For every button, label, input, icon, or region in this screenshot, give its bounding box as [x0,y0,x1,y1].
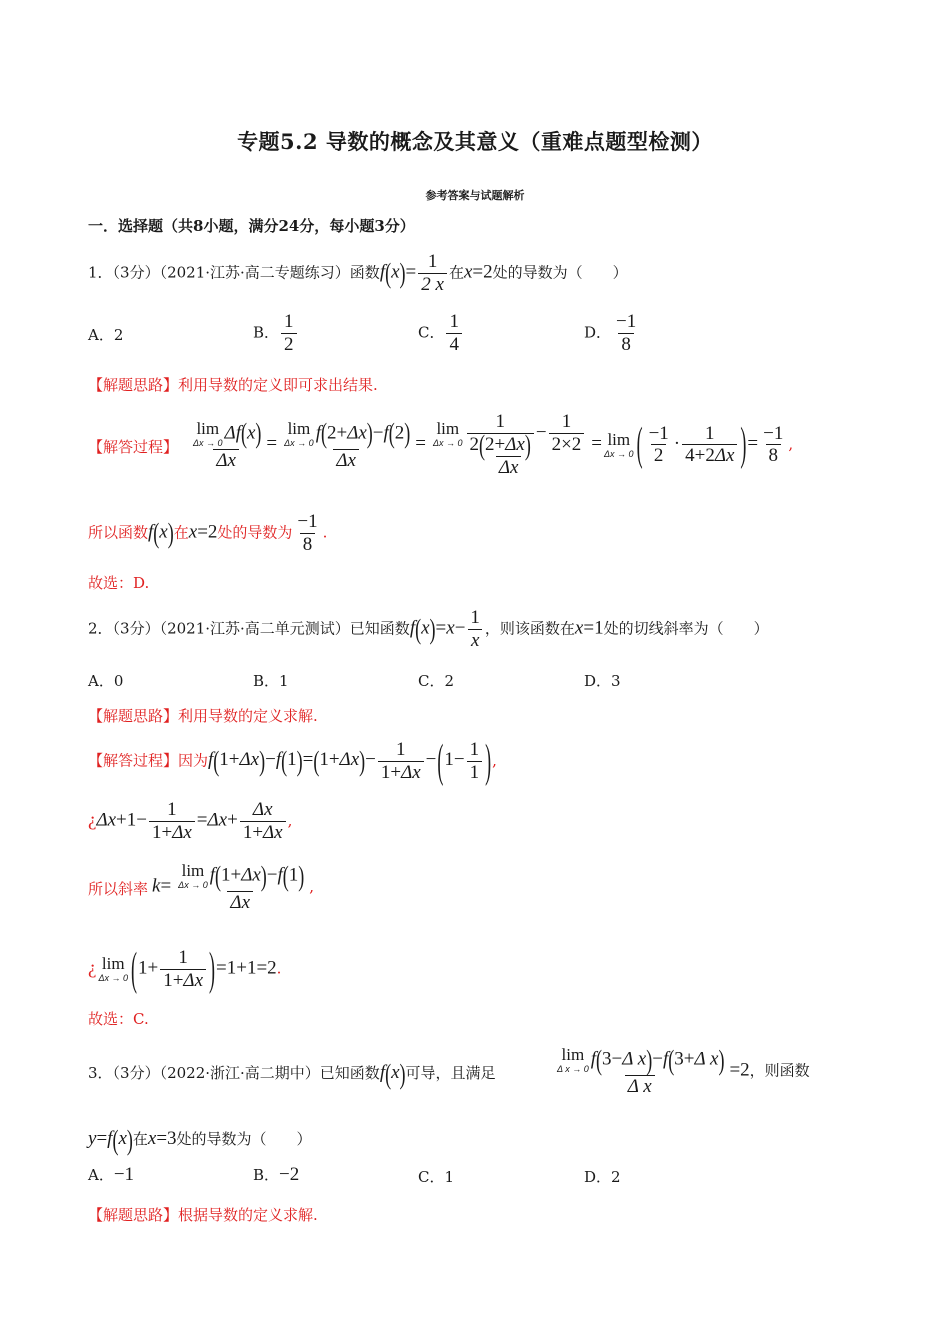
q1-conclusion: 所以函数f(x)在x=2处的导数为 $\frac{-1}{8}$ . [88,511,328,555]
q3-option-a: A．−1 [88,1164,135,1185]
question-2-stem: 2．（3分）（2021·江苏·高二单元测试）已知函数f(x)=x− $\frac{1}{x}$ ，则该函数在x=1处的切线斜率为（ ） [88,607,769,651]
q1-process-formula: lim Δx → 0 Δf(x) Δx = lim Δx → 0 f(2+Δx)−f(2) Δx = lim Δx → 0 $\frac{1}{2(2+\Delta x)}$ − $\frac{1}{2\times 2}$ Δx = lim Δx → 0 ( $\frac{-1}{2}$ · $\frac{1}{4+2\Delta x}$ )= $\frac{-1}{8}$ , [193,411,794,479]
page-title: 专题5.2 导数的概念及其意义（重难点题型检测） [237,129,713,154]
question-1-stem: 1．（3分）（2021·江苏·高二专题练习）函数f(x)= $\frac{1}{2 x}$ 在x=2处的导数为（ ） [88,251,628,295]
page-subtitle: 参考答案与试题解析 [425,189,525,202]
q2-process: 【解答过程】因为f(1+Δx)−f(1)=(1+Δx)− $\frac{1}{1+\Delta x}$ −(1− $\frac{1}{1}$ ), [88,734,497,787]
q1-option-c: C． $\frac{1}{4}$ [418,312,464,355]
q1-process-label: 【解答过程】 [88,438,179,456]
q1-option-d: D． $\frac{-1}{8}$ [584,311,637,355]
q2-option-b: B．1 [253,672,289,690]
q2-step-3: ¿ lim Δx → 0 (1+ $\frac{1}{1+\Delta x}$ )=1+1=2. [88,942,282,995]
q3-condition-formula: lim Δ x → 0 f(3−Δ x)−f(3+Δ x) Δ x =2，则函数 [557,1043,810,1097]
question-3-stem-line2: y=f(x)在x=3处的导数为（ ） [88,1123,312,1156]
q1-option-b: B． $\frac{1}{2}$ [253,312,299,355]
q2-slope-label: 所以斜率 [88,880,149,898]
q2-option-d: D．3 [584,672,621,690]
q3-think: 【解题思路】根据导数的定义求解. [88,1206,318,1224]
q2-think: 【解题思路】利用导数的定义求解. [88,707,318,725]
q1-answer: 故选：D. [88,574,150,592]
question-3-stem-line1: 3．（3分）（2022·浙江·高二期中）已知函数f(x)可导，且满足 [88,1057,496,1090]
q2-slope-formula: k= lim Δx → 0 f(1+Δx)−f(1) Δx , [152,859,315,913]
q2-option-c: C．2 [418,672,455,690]
section-heading: 一．选择题（共8小题，满分24分，每小题3分） [88,217,415,235]
q3-option-b: B．−2 [253,1164,300,1185]
q3-option-d: D．2 [584,1168,621,1186]
q3-option-c: C．1 [418,1168,455,1186]
q1-think: 【解题思路】利用导数的定义即可求出结果. [88,376,378,394]
q2-answer: 故选：C. [88,1010,149,1028]
q2-option-a: A．0 [88,672,124,690]
q2-step-2: ¿Δx+1− $\frac{1}{1+\Delta x}$ =Δx+ $\frac{\Delta x}{1+\Delta x}$ , [88,799,293,843]
q1-option-a: A．2 [88,326,124,344]
fraction: $\frac{1}{2 x}$ [418,252,447,295]
